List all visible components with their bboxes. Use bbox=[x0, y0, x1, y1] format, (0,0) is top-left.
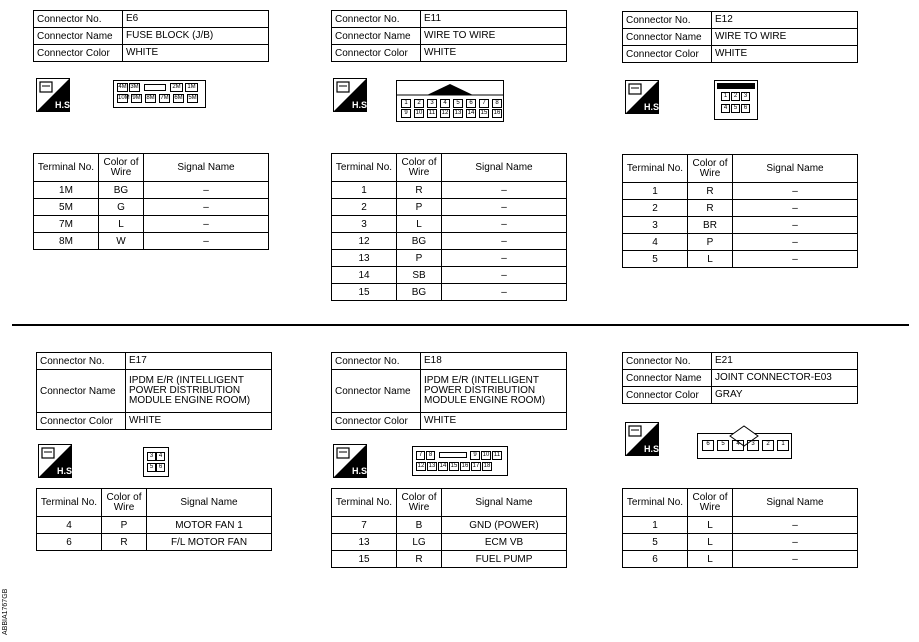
table-row bbox=[623, 183, 858, 200]
column-header: Terminal No. bbox=[37, 489, 102, 517]
terminal-table bbox=[622, 154, 858, 268]
connector-pin: 5 bbox=[731, 104, 740, 113]
table-header-row bbox=[34, 154, 269, 182]
column-header: Signal Name bbox=[442, 489, 567, 517]
connector-color-label: Connector Color bbox=[34, 45, 123, 62]
connector-e11 bbox=[331, 10, 567, 62]
connector-name-label: Connector Name bbox=[332, 370, 421, 413]
terminal-no-cell: 5M bbox=[34, 199, 99, 216]
column-header: Color of Wire bbox=[397, 489, 442, 517]
signal-name-cell: – bbox=[442, 216, 567, 233]
connector-face-e17 bbox=[143, 447, 169, 477]
connector-e6 bbox=[33, 10, 269, 62]
connector-pin: 13 bbox=[428, 463, 436, 469]
connector-pin: 9 bbox=[401, 109, 411, 118]
terminal-table-e21 bbox=[622, 488, 858, 568]
connector-e18 bbox=[331, 352, 567, 430]
table-row bbox=[332, 517, 567, 534]
connector-info-table bbox=[36, 352, 272, 430]
connector-no-label: Connector No. bbox=[332, 11, 421, 28]
column-header: Signal Name bbox=[442, 154, 567, 182]
connector-pin: 18 bbox=[483, 463, 491, 469]
terminal-table-e11 bbox=[331, 153, 567, 301]
column-header: Signal Name bbox=[733, 155, 858, 183]
connector-pin: 12 bbox=[441, 110, 449, 116]
table-row bbox=[623, 551, 858, 568]
column-header: Signal Name bbox=[144, 154, 269, 182]
connector-face-e18 bbox=[412, 446, 508, 476]
terminal-no-cell: 3 bbox=[623, 217, 688, 234]
table-row bbox=[332, 267, 567, 284]
table-row bbox=[34, 182, 269, 199]
terminal-no-cell: 15 bbox=[332, 284, 397, 301]
connector-pin: 16 bbox=[461, 463, 469, 469]
connector-no-label: Connector No. bbox=[623, 353, 712, 370]
signal-name-cell: – bbox=[442, 199, 567, 216]
terminal-no-cell: 2 bbox=[332, 199, 397, 216]
signal-name-cell: – bbox=[733, 517, 858, 534]
wire-color-cell: R bbox=[688, 200, 733, 217]
table-row bbox=[332, 284, 567, 301]
connector-pin: 2 bbox=[414, 99, 424, 108]
connector-pin: 5M bbox=[188, 95, 197, 101]
connector-no-value: E12 bbox=[712, 12, 858, 29]
connector-pin: 10 bbox=[482, 452, 490, 458]
connector-pin: 3 bbox=[747, 440, 759, 451]
signal-name-cell: – bbox=[442, 182, 567, 199]
wire-color-cell: L bbox=[688, 551, 733, 568]
table-row bbox=[332, 182, 567, 199]
connector-pin: 7 bbox=[479, 99, 489, 108]
wire-color-cell: L bbox=[99, 216, 144, 233]
wire-color-cell: P bbox=[397, 199, 442, 216]
connector-pin: 3M bbox=[130, 84, 139, 90]
connector-color-value: WHITE bbox=[712, 46, 858, 63]
wire-color-cell: L bbox=[688, 534, 733, 551]
connector-pin: 3 bbox=[427, 99, 437, 108]
table-row bbox=[37, 534, 272, 551]
connector-name-label: Connector Name bbox=[332, 28, 421, 45]
terminal-no-cell: 1M bbox=[34, 182, 99, 199]
column-header: Color of Wire bbox=[102, 489, 147, 517]
terminal-table-e18 bbox=[331, 488, 567, 568]
signal-name-cell: – bbox=[442, 250, 567, 267]
connector-pin: 3 bbox=[147, 452, 156, 461]
connector-pin: 4 bbox=[156, 452, 165, 461]
terminal-no-cell: 1 bbox=[332, 182, 397, 199]
connector-pin: 4M bbox=[118, 84, 127, 90]
connector-pin: 3 bbox=[741, 92, 750, 101]
wire-color-cell: L bbox=[688, 517, 733, 534]
connector-pin: 5 bbox=[717, 440, 729, 451]
wire-color-cell: G bbox=[99, 199, 144, 216]
terminal-no-cell: 13 bbox=[332, 250, 397, 267]
connector-pin: 10M bbox=[118, 95, 130, 101]
connector-pin: 17 bbox=[472, 463, 480, 469]
column-header: Terminal No. bbox=[332, 489, 397, 517]
connector-pin: 1M bbox=[185, 83, 198, 92]
connector-name-label: Connector Name bbox=[34, 28, 123, 45]
connector-info-table bbox=[622, 11, 858, 63]
table-row bbox=[623, 534, 858, 551]
wire-color-cell: R bbox=[688, 183, 733, 200]
terminal-no-cell: 4 bbox=[37, 517, 102, 534]
table-row bbox=[623, 200, 858, 217]
connector-pin: 8M bbox=[146, 95, 155, 101]
column-header: Signal Name bbox=[733, 489, 858, 517]
connector-pin: 1 bbox=[777, 440, 789, 451]
terminal-no-cell: 2 bbox=[623, 200, 688, 217]
connector-pin: 14 bbox=[439, 463, 447, 469]
connector-color-value: WHITE bbox=[126, 413, 272, 430]
connector-pin: 7M bbox=[160, 95, 169, 101]
terminal-no-cell: 4 bbox=[623, 234, 688, 251]
signal-name-cell: – bbox=[144, 233, 269, 250]
hs-label: H.S. bbox=[55, 100, 73, 110]
connector-pin: 11 bbox=[493, 452, 501, 458]
connector-pin: 4 bbox=[732, 440, 744, 451]
figure-code: ABBIA1767GB bbox=[2, 588, 9, 635]
connector-e21 bbox=[622, 352, 858, 404]
connector-no-label: Connector No. bbox=[623, 12, 712, 29]
table-row bbox=[623, 217, 858, 234]
terminal-no-cell: 5 bbox=[623, 251, 688, 268]
signal-name-cell: – bbox=[144, 216, 269, 233]
column-header: Terminal No. bbox=[332, 154, 397, 182]
table-row bbox=[34, 233, 269, 250]
connector-pin: 6 bbox=[741, 104, 750, 113]
hs-label: H.S. bbox=[644, 444, 662, 454]
column-header: Terminal No. bbox=[623, 489, 688, 517]
terminal-table bbox=[331, 153, 567, 301]
signal-name-cell: – bbox=[442, 233, 567, 250]
connector-name-value: IPDM E/R (INTELLIGENT POWER DISTRIBUTION MODULE ENGINE ROOM) bbox=[421, 370, 567, 413]
signal-name-cell: GND (POWER) bbox=[442, 517, 567, 534]
connector-latch bbox=[717, 83, 755, 89]
terminal-table bbox=[36, 488, 272, 551]
connector-no-value: E17 bbox=[126, 353, 272, 370]
wire-color-cell: BR bbox=[688, 217, 733, 234]
hs-label: H.S. bbox=[352, 100, 370, 110]
table-row bbox=[332, 216, 567, 233]
connector-no-value: E18 bbox=[421, 353, 567, 370]
signal-name-cell: ECM VB bbox=[442, 534, 567, 551]
column-header: Color of Wire bbox=[99, 154, 144, 182]
terminal-no-cell: 12 bbox=[332, 233, 397, 250]
connector-color-label: Connector Color bbox=[37, 413, 126, 430]
connector-pin: 9M bbox=[132, 95, 141, 101]
signal-name-cell: – bbox=[442, 284, 567, 301]
terminal-no-cell: 1 bbox=[623, 183, 688, 200]
wire-color-cell: SB bbox=[397, 267, 442, 284]
wire-color-cell: L bbox=[397, 216, 442, 233]
connector-info-table bbox=[622, 352, 858, 404]
table-row bbox=[332, 233, 567, 250]
connector-pin: 9 bbox=[470, 451, 480, 460]
connector-e17 bbox=[36, 352, 272, 430]
terminal-table bbox=[33, 153, 269, 250]
signal-name-cell: FUEL PUMP bbox=[442, 551, 567, 568]
terminal-table bbox=[331, 488, 567, 568]
terminal-no-cell: 8M bbox=[34, 233, 99, 250]
terminal-no-cell: 14 bbox=[332, 267, 397, 284]
connector-face-e21 bbox=[697, 433, 792, 459]
hs-label: H.S. bbox=[352, 466, 370, 476]
connector-pin: 6 bbox=[702, 440, 714, 451]
terminal-no-cell: 6 bbox=[623, 551, 688, 568]
column-header: Color of Wire bbox=[397, 154, 442, 182]
connector-color-value: WHITE bbox=[421, 45, 567, 62]
column-header: Terminal No. bbox=[623, 155, 688, 183]
connector-color-label: Connector Color bbox=[623, 387, 712, 404]
table-row bbox=[34, 216, 269, 233]
wire-color-cell: P bbox=[397, 250, 442, 267]
column-header: Color of Wire bbox=[688, 489, 733, 517]
connector-pin: 5 bbox=[453, 99, 463, 108]
connector-pin: 6M bbox=[174, 95, 183, 101]
connector-blank-slot bbox=[144, 84, 166, 91]
connector-no-value: E6 bbox=[123, 11, 269, 28]
connector-color-value: WHITE bbox=[421, 413, 567, 430]
connector-blank-slot bbox=[439, 452, 467, 458]
wire-color-cell: W bbox=[99, 233, 144, 250]
connector-pin: 5 bbox=[147, 463, 156, 472]
connector-name-label: Connector Name bbox=[623, 29, 712, 46]
connector-info-table bbox=[331, 352, 567, 430]
connector-face-e6 bbox=[113, 80, 206, 108]
table-row bbox=[332, 534, 567, 551]
wire-color-cell: L bbox=[688, 251, 733, 268]
signal-name-cell: – bbox=[733, 534, 858, 551]
connector-pin: 6 bbox=[466, 99, 476, 108]
terminal-table bbox=[622, 488, 858, 568]
connector-pin: 1 bbox=[721, 92, 730, 101]
connector-name-label: Connector Name bbox=[37, 370, 126, 413]
signal-name-cell: – bbox=[733, 251, 858, 268]
hs-label: H.S. bbox=[644, 102, 662, 112]
connector-no-label: Connector No. bbox=[332, 353, 421, 370]
connector-no-value: E21 bbox=[712, 353, 858, 370]
connector-no-label: Connector No. bbox=[37, 353, 126, 370]
terminal-no-cell: 13 bbox=[332, 534, 397, 551]
column-header: Terminal No. bbox=[34, 154, 99, 182]
connector-pin: 4 bbox=[721, 104, 730, 113]
terminal-no-cell: 7 bbox=[332, 517, 397, 534]
connector-name-value: JOINT CONNECTOR-E03 bbox=[712, 370, 858, 387]
connector-no-label: Connector No. bbox=[34, 11, 123, 28]
connector-name-label: Connector Name bbox=[623, 370, 712, 387]
connector-pin: 15 bbox=[450, 463, 458, 469]
terminal-no-cell: 3 bbox=[332, 216, 397, 233]
terminal-no-cell: 1 bbox=[623, 517, 688, 534]
signal-name-cell: – bbox=[144, 199, 269, 216]
wire-color-cell: P bbox=[102, 517, 147, 534]
connector-info-table bbox=[33, 10, 269, 62]
connector-pin: 8 bbox=[492, 99, 502, 108]
connector-no-value: E11 bbox=[421, 11, 567, 28]
connector-pin: 8 bbox=[426, 451, 435, 460]
wire-color-cell: BG bbox=[99, 182, 144, 199]
connector-pin: 2M bbox=[170, 83, 183, 92]
wire-color-cell: R bbox=[102, 534, 147, 551]
wire-color-cell: BG bbox=[397, 233, 442, 250]
connector-color-label: Connector Color bbox=[332, 45, 421, 62]
table-row bbox=[623, 234, 858, 251]
table-row bbox=[34, 199, 269, 216]
hs-icon bbox=[38, 444, 75, 478]
hs-icon bbox=[333, 444, 370, 478]
signal-name-cell: F/L MOTOR FAN bbox=[147, 534, 272, 551]
table-row bbox=[332, 199, 567, 216]
connector-face-e11 bbox=[396, 80, 504, 122]
signal-name-cell: – bbox=[733, 551, 858, 568]
signal-name-cell: – bbox=[442, 267, 567, 284]
table-header-row bbox=[623, 155, 858, 183]
wire-color-cell: LG bbox=[397, 534, 442, 551]
signal-name-cell: – bbox=[733, 234, 858, 251]
connector-pin: 15 bbox=[480, 110, 488, 116]
signal-name-cell: MOTOR FAN 1 bbox=[147, 517, 272, 534]
connector-pin: 14 bbox=[467, 110, 475, 116]
connector-pin: 11 bbox=[428, 110, 436, 116]
column-header: Color of Wire bbox=[688, 155, 733, 183]
table-header-row bbox=[623, 489, 858, 517]
hs-icon bbox=[625, 80, 662, 114]
table-header-row bbox=[332, 154, 567, 182]
connector-name-value: FUSE BLOCK (J/B) bbox=[123, 28, 269, 45]
signal-name-cell: – bbox=[733, 217, 858, 234]
connector-pin: 6 bbox=[156, 463, 165, 472]
hs-icon bbox=[625, 422, 662, 456]
connector-pin: 2 bbox=[762, 440, 774, 451]
wire-color-cell: P bbox=[688, 234, 733, 251]
table-row bbox=[623, 517, 858, 534]
connector-pin: 7 bbox=[416, 451, 425, 460]
connector-e12 bbox=[622, 11, 858, 63]
table-header-row bbox=[332, 489, 567, 517]
wire-color-cell: R bbox=[397, 182, 442, 199]
terminal-table-e6 bbox=[33, 153, 269, 250]
section-divider bbox=[12, 324, 909, 326]
terminal-no-cell: 5 bbox=[623, 534, 688, 551]
wire-color-cell: R bbox=[397, 551, 442, 568]
connector-pin: 16 bbox=[493, 110, 501, 116]
connector-name-value: WIRE TO WIRE bbox=[712, 29, 858, 46]
connector-pin: 12 bbox=[417, 463, 425, 469]
connector-pin: 1 bbox=[401, 99, 411, 108]
hs-label: H.S. bbox=[57, 466, 75, 476]
signal-name-cell: – bbox=[144, 182, 269, 199]
connector-face-e12 bbox=[714, 80, 758, 120]
connector-color-label: Connector Color bbox=[332, 413, 421, 430]
connector-color-label: Connector Color bbox=[623, 46, 712, 63]
table-row bbox=[332, 551, 567, 568]
connector-info-table bbox=[331, 10, 567, 62]
terminal-table-e12 bbox=[622, 154, 858, 268]
signal-name-cell: – bbox=[733, 200, 858, 217]
connector-pin: 4 bbox=[440, 99, 450, 108]
connector-key-shape bbox=[397, 81, 503, 97]
terminal-no-cell: 6 bbox=[37, 534, 102, 551]
connector-name-value: WIRE TO WIRE bbox=[421, 28, 567, 45]
connector-color-value: GRAY bbox=[712, 387, 858, 404]
column-header: Signal Name bbox=[147, 489, 272, 517]
signal-name-cell: – bbox=[733, 183, 858, 200]
table-header-row bbox=[37, 489, 272, 517]
hs-icon bbox=[333, 78, 370, 112]
table-row bbox=[332, 250, 567, 267]
table-row bbox=[37, 517, 272, 534]
connector-pin: 2 bbox=[731, 92, 740, 101]
hs-icon bbox=[36, 78, 73, 112]
terminal-no-cell: 7M bbox=[34, 216, 99, 233]
connector-color-value: WHITE bbox=[123, 45, 269, 62]
connector-name-value: IPDM E/R (INTELLIGENT POWER DISTRIBUTION MODULE ENGINE ROOM) bbox=[126, 370, 272, 413]
wire-color-cell: BG bbox=[397, 284, 442, 301]
terminal-no-cell: 15 bbox=[332, 551, 397, 568]
terminal-table-e17 bbox=[36, 488, 272, 551]
wire-color-cell: B bbox=[397, 517, 442, 534]
connector-pin: 10 bbox=[415, 110, 423, 116]
table-row bbox=[623, 251, 858, 268]
connector-pin: 13 bbox=[454, 110, 462, 116]
